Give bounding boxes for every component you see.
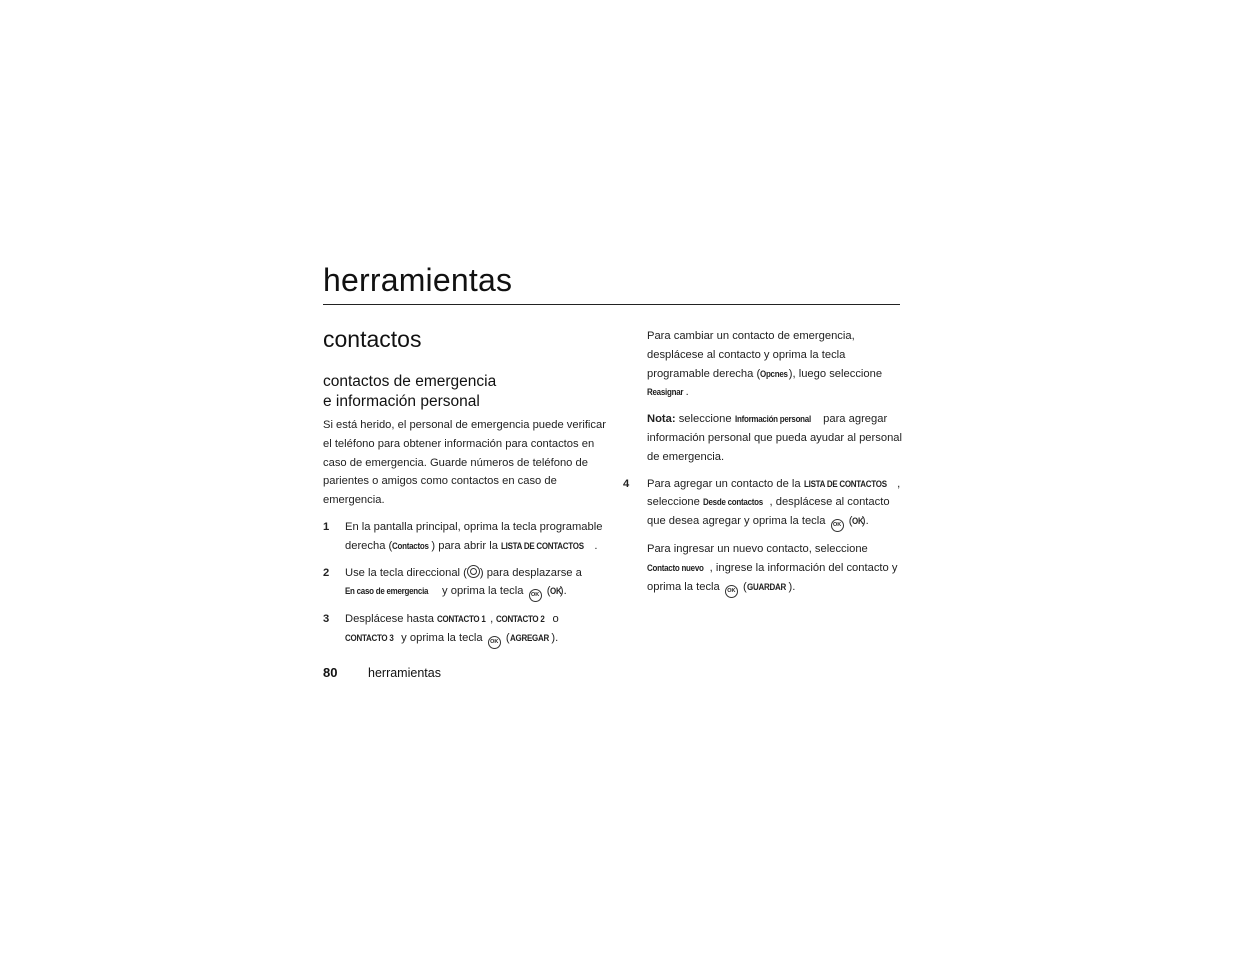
text: y oprima la tecla <box>438 585 527 598</box>
text: . <box>685 386 689 399</box>
ok-key-icon: OK <box>529 589 542 602</box>
step-text <box>647 475 908 533</box>
text: o <box>549 613 559 626</box>
screen-label: CONTACTO 2 <box>496 613 545 625</box>
text: ) para desplazarse a <box>479 566 582 579</box>
softkey-label: Contactos <box>392 539 429 551</box>
menu-item-label: Desde contactos <box>702 496 763 508</box>
subsection-title <box>323 372 496 412</box>
step-number: 4 <box>623 477 630 490</box>
step-1 <box>323 518 608 556</box>
menu-item-label: Contacto nuevo <box>647 561 704 573</box>
left-column <box>323 416 608 657</box>
text: En la pantalla principal, oprima la tecla programable derecha ( <box>345 520 603 552</box>
change-contact-paragraph <box>623 327 908 402</box>
text: ) para abrir la <box>431 539 502 552</box>
key-label: GUARDAR <box>746 580 786 592</box>
text: ). <box>559 585 567 598</box>
step-2 <box>323 564 608 603</box>
text: ( <box>502 632 510 645</box>
text: , desplácese al contacto que desea agregar y oprima la tecla <box>647 496 890 528</box>
text: Para ingresar un nuevo contacto, seleccione <box>647 543 868 556</box>
right-column <box>623 327 908 606</box>
screen-label: LISTA DE CONTACTOS <box>501 539 584 551</box>
text: Para cambiar un contacto de emergencia, desplácese al contacto y oprima la tecla programable derecha ( <box>647 330 855 380</box>
text: Desplácese hasta <box>345 613 438 626</box>
key-label: OK <box>852 515 864 527</box>
text: para agregar información personal que pueda ayudar al personal de emergencia. <box>647 413 902 463</box>
note-label: Nota: <box>647 413 676 426</box>
key-label: AGREGAR <box>509 632 549 644</box>
menu-item-label: Reasignar <box>647 386 684 398</box>
note-paragraph <box>623 410 908 466</box>
text: ( <box>845 515 853 528</box>
text: , seleccione <box>647 477 901 509</box>
intro-paragraph: Si está herido, el personal de emergencia puede verificar el teléfono para obtener información para contactos en caso de emergencia. Guarde números de teléfono de parientes o amigos como contactos en caso de emergencia. <box>323 419 606 507</box>
text: Use la tecla direccional ( <box>345 566 467 579</box>
ok-key-icon: OK <box>831 519 844 532</box>
text: ). <box>551 632 559 645</box>
step-number: 3 <box>323 613 330 626</box>
ok-key-icon: OK <box>488 636 501 649</box>
softkey-label: Opcnes <box>760 367 788 379</box>
step-3 <box>323 610 608 649</box>
menu-item-label: Información personal <box>734 413 811 425</box>
new-contact-paragraph <box>623 540 908 598</box>
footer-section-label: herramientas <box>368 666 441 680</box>
key-label: OK <box>550 585 562 597</box>
screen-label: CONTACTO 1 <box>437 613 486 625</box>
screen-label: LISTA DE CONTACTOS <box>803 477 887 489</box>
text: , <box>490 613 497 626</box>
text: ). <box>788 580 796 593</box>
text: seleccione <box>675 413 735 426</box>
screen-label: CONTACTO 3 <box>345 632 394 644</box>
text: Para agregar un contacto de la <box>647 477 804 490</box>
text: . <box>594 539 598 552</box>
subsection-title-line2: e información personal <box>323 393 480 410</box>
text: ). <box>861 515 869 528</box>
page-number: 80 <box>323 665 338 680</box>
ok-key-icon: OK <box>725 585 738 598</box>
menu-item-label: En caso de emergencia <box>345 585 429 597</box>
text: ( <box>543 585 551 598</box>
page-title: herramientas <box>323 262 513 298</box>
text: y oprima la tecla <box>398 632 486 645</box>
nav-key-icon <box>467 565 480 578</box>
step-number: 2 <box>323 566 330 579</box>
section-title: contactos <box>323 326 422 352</box>
step-text <box>345 564 608 603</box>
step-number: 1 <box>323 520 330 533</box>
title-divider <box>323 304 900 305</box>
subsection-title-line1: contactos de emergencia <box>323 373 497 390</box>
text: , ingrese la información del contacto y oprima la tecla <box>647 561 898 593</box>
step-4 <box>623 475 908 533</box>
text: ( <box>739 580 747 593</box>
step-text <box>345 610 608 649</box>
step-text <box>345 518 608 556</box>
text: ), luego seleccione <box>788 367 883 380</box>
